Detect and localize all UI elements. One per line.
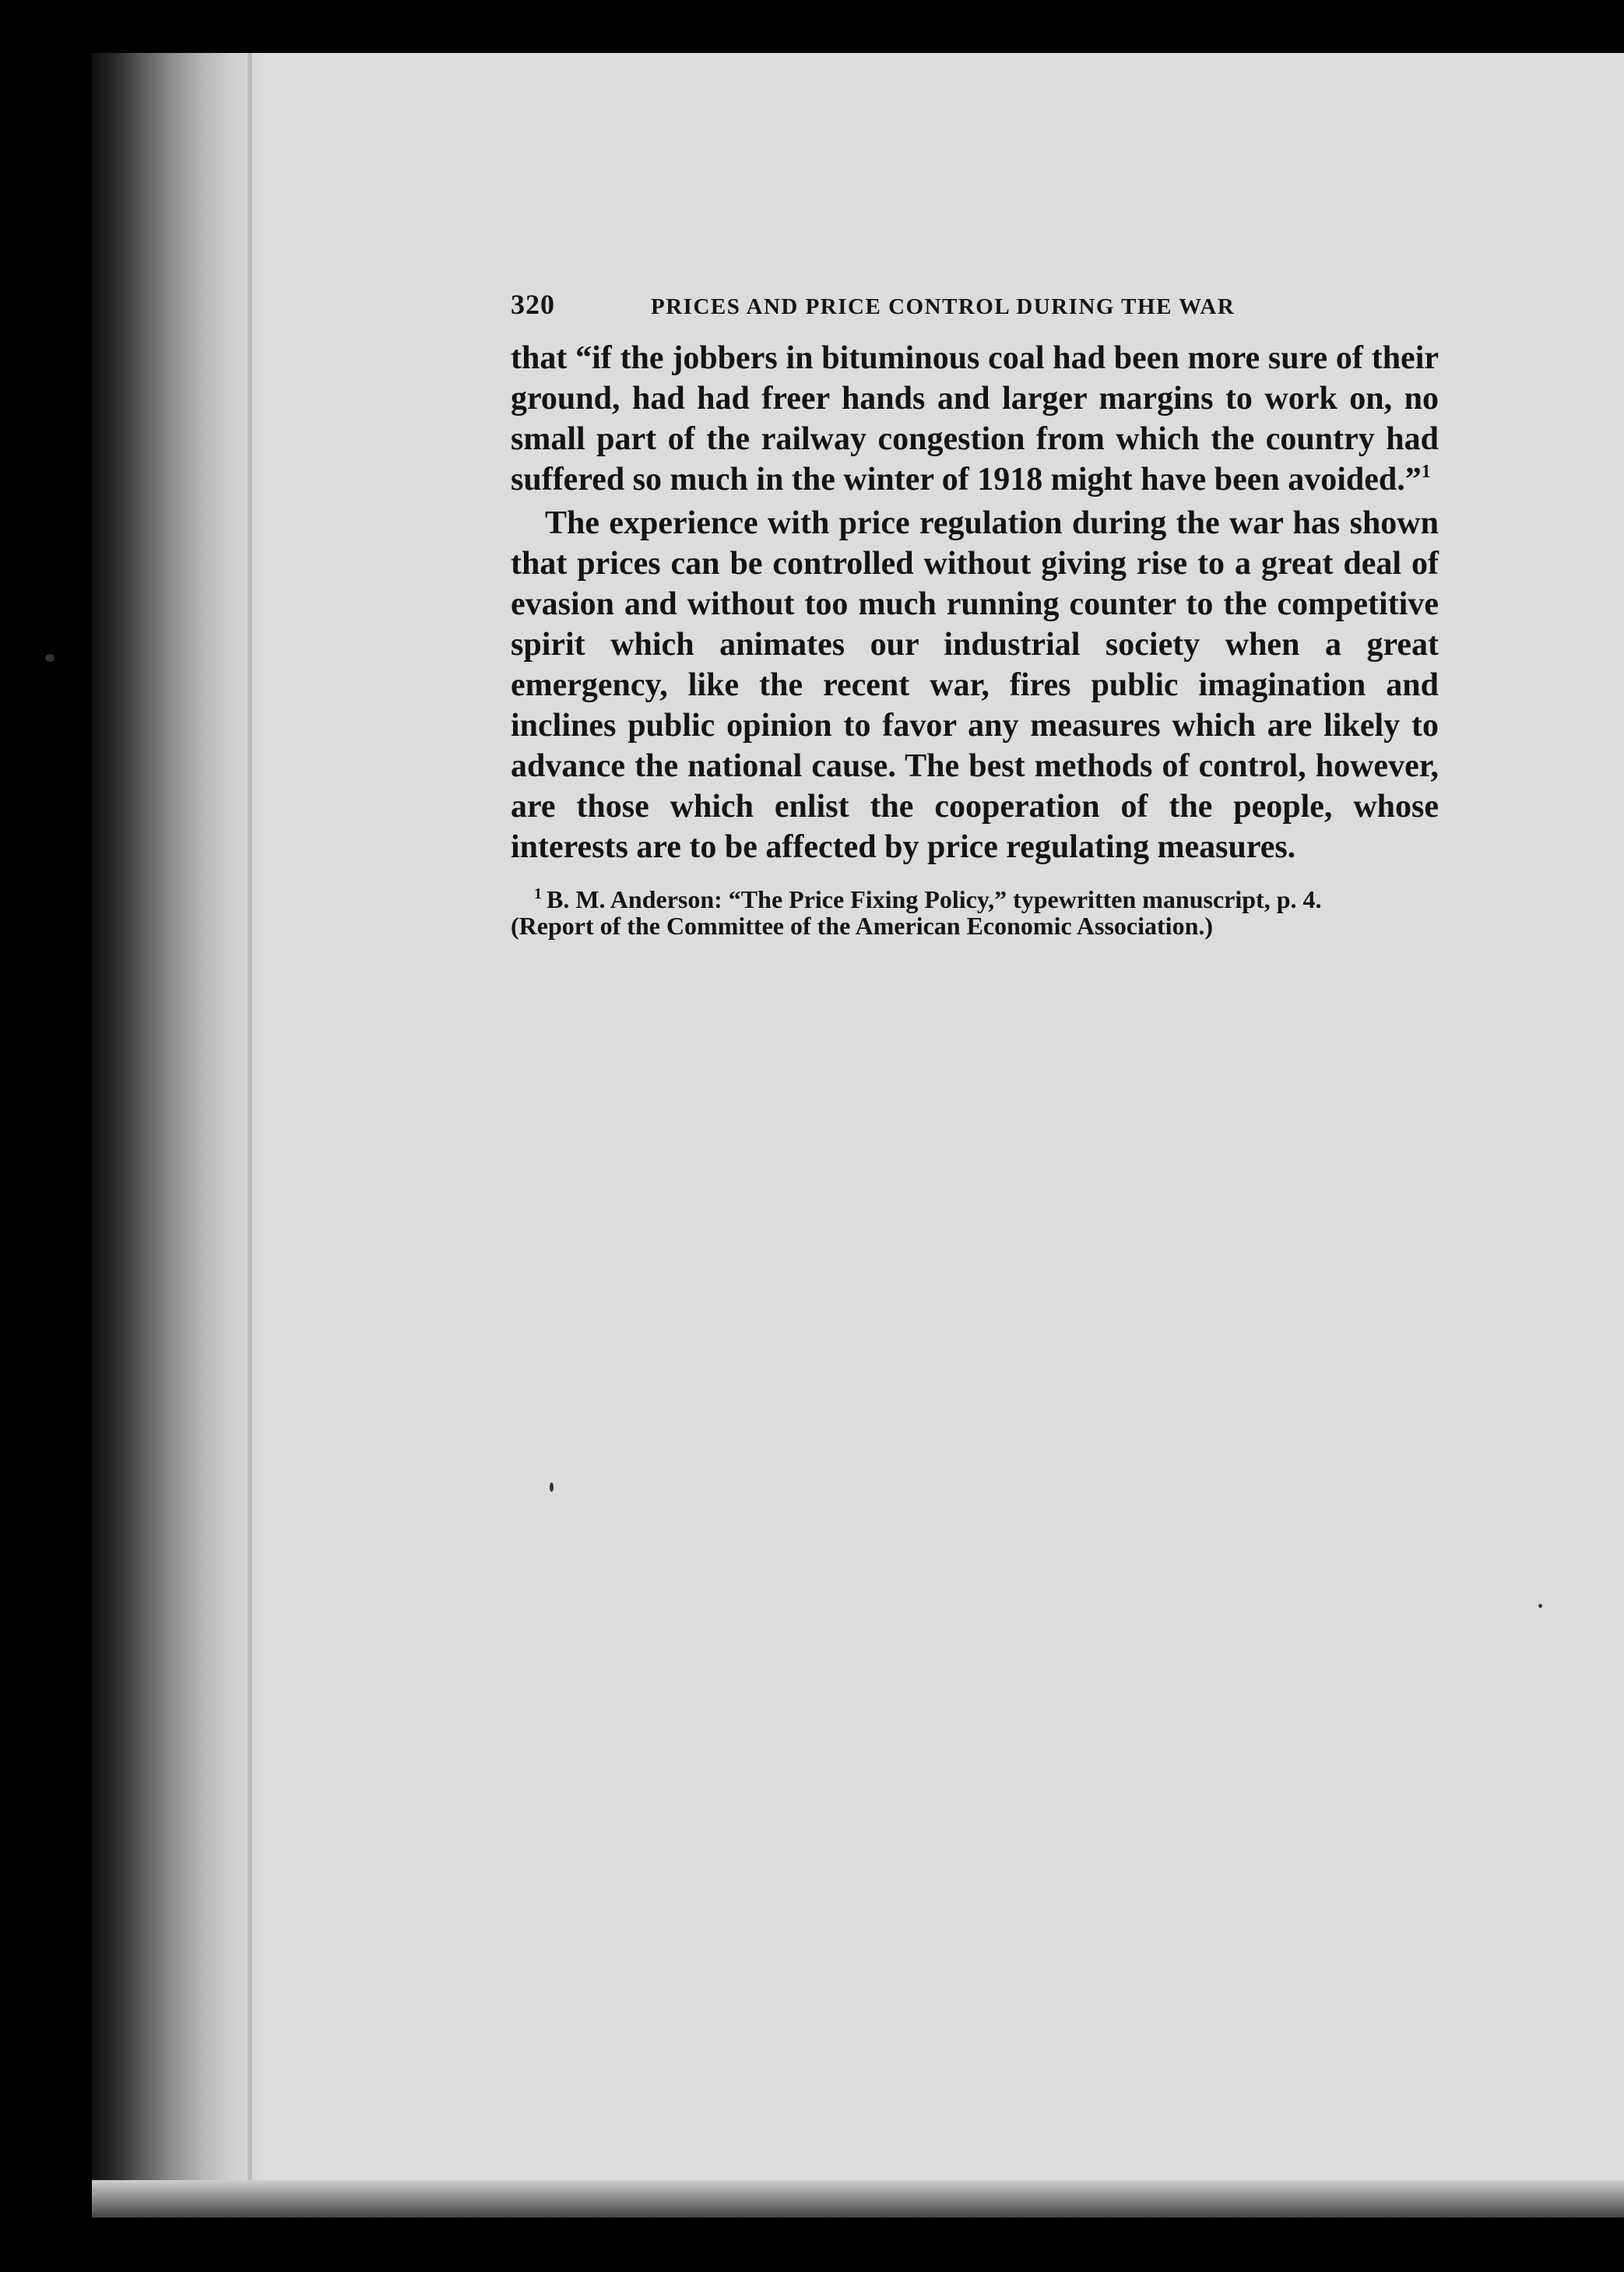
page-edge-line [248, 53, 252, 2217]
footnote-reference: 1 [1421, 462, 1431, 482]
body-paragraph-1 [511, 338, 1439, 500]
body-paragraph-2: The experience with price regulation during the war has shown that prices can be controlled without giving rise to a great deal of evasion and without too much running counter to the competitive spirit which animates our industrial society when a great emergency, like the recent war, fires public imagination and inclines public opinion to favor any measures which are likely to advance the national cause. The best methods of control, however, are those which enlist the cooperation of the people, whose interests are to be affected by price regulating measures. [511, 505, 1439, 865]
footnote-line-1: B. M. Anderson: “The Price Fixing Policy,” typewritten manuscript, p. 4. [547, 885, 1322, 913]
scan-speck [45, 654, 54, 662]
page-text-block [511, 288, 1439, 939]
running-head-title: PRICES AND PRICE CONTROL DURING THE WAR [651, 294, 1236, 319]
paragraph-1-text: that “if the jobbers in bituminous coal had been more sure of their ground, had had freer hands and larger margins to work on, no small part of the railway congestion from which the country had suffered so much in the winter of 1918 might have been avoided.” [511, 340, 1439, 498]
book-spine-shadow [92, 53, 263, 2217]
footnote-number: 1 [534, 885, 542, 902]
footnote-line-2: (Report of the Committee of the American Economic Association.) [511, 912, 1214, 940]
page-number: 320 [511, 289, 555, 320]
running-head [511, 288, 1439, 321]
scan-speck [550, 1482, 554, 1492]
bottom-edge-shadow [92, 2180, 1624, 2217]
scan-speck [1538, 1604, 1542, 1608]
footnote [511, 886, 1439, 939]
